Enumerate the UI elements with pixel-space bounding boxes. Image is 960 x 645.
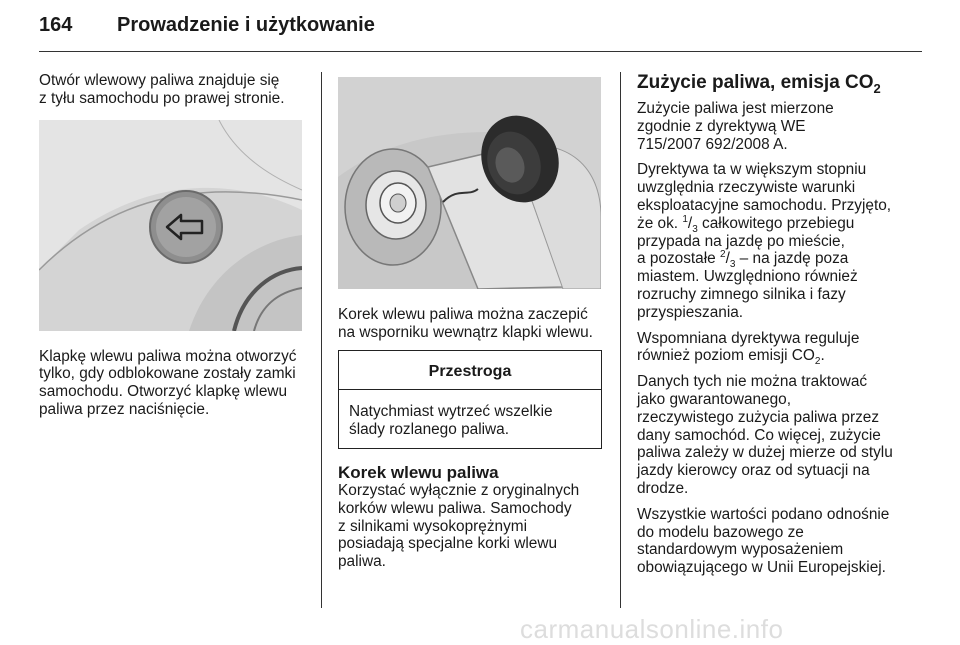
paragraph-cap-bracket: Korek wlewu paliwa można zaczepić na wsporniku wewnątrz klapki wlewu. — [338, 306, 593, 341]
column-2 — [338, 72, 608, 579]
fuel-flap-closed-image — [39, 120, 302, 331]
paragraph-emissions: Wspomniana dyrektywa reguluje również poziom emisji $CO_2$. — [637, 329, 860, 368]
paragraph-disclaimer: Danych tych nie można traktować jako gwarantowanego, rzeczywistego zużycia paliwa przez dany samochód. Co więcej, zużycie paliwa zależy w dużej mierze od stylu jazdy kierowcy oraz od sytuacji na drodze. — [637, 373, 893, 497]
caution-box — [338, 350, 602, 449]
section-heading-fuel-cap: Korek wlewu paliwa — [338, 462, 499, 482]
fuel-cap-image — [338, 77, 601, 289]
page-header — [39, 14, 375, 37]
section-heading-fuel-consumption: Zużycie paliwa, emisja $CO_2$ — [637, 72, 881, 96]
watermark: carmanualsonline.info — [520, 614, 784, 644]
paragraph-measurement: Zużycie paliwa jest mierzone zgodnie z dyrektywą WE 715/2007 692/2008 A. — [637, 100, 834, 153]
caution-title: Przestroga — [339, 351, 601, 391]
paragraph-fuel-location: Otwór wlewowy paliwa znajduje się z tyłu samochodu po prawej stronie. — [39, 72, 285, 107]
paragraph-open-flap: Klapkę wlewu paliwa można otworzyć tylko, gdy odblokowane zostały zamki samochodu. Otworzyć klapkę wlewu paliwa przez naciśnięcie. — [39, 347, 297, 418]
page-number: 164 — [39, 14, 73, 36]
column-divider-1 — [321, 72, 322, 608]
column-1 — [39, 72, 309, 427]
paragraph-original-caps: Korzystać wyłącznie z oryginalnych korków wlewu paliwa. Samochody z silnikami wysokoprężnymi posiadają specjalne korki wlewu paliwa. — [338, 481, 580, 571]
column-divider-2 — [620, 72, 621, 608]
paragraph-base-model: Wszystkie wartości podano odnośnie do modelu bazowego ze standardowym wyposażeniem obowiązującego w Unii Europejskiej. — [637, 505, 890, 577]
header-rule — [39, 51, 922, 52]
paragraph-directive: Dyrektywa ta w większym stopniu uwzględnia rzeczywiste warunki eksploatacyjne samochodu. Przyjęto, że ok. $^1/_3$ całkowitego przebiegu przypada na jazdę po mieście, a pozostałe $^2/_3$ – na jazdę poza miastem. Uwzględniono również rozruchy zimnego silnika i fazy przyspieszania. — [637, 161, 892, 321]
page-title: Prowadzenie i użytkowanie — [117, 14, 375, 36]
caution-body: Natychmiast wytrzeć wszelkie ślady rozlanego paliwa. — [349, 403, 553, 439]
column-3 — [637, 72, 912, 585]
